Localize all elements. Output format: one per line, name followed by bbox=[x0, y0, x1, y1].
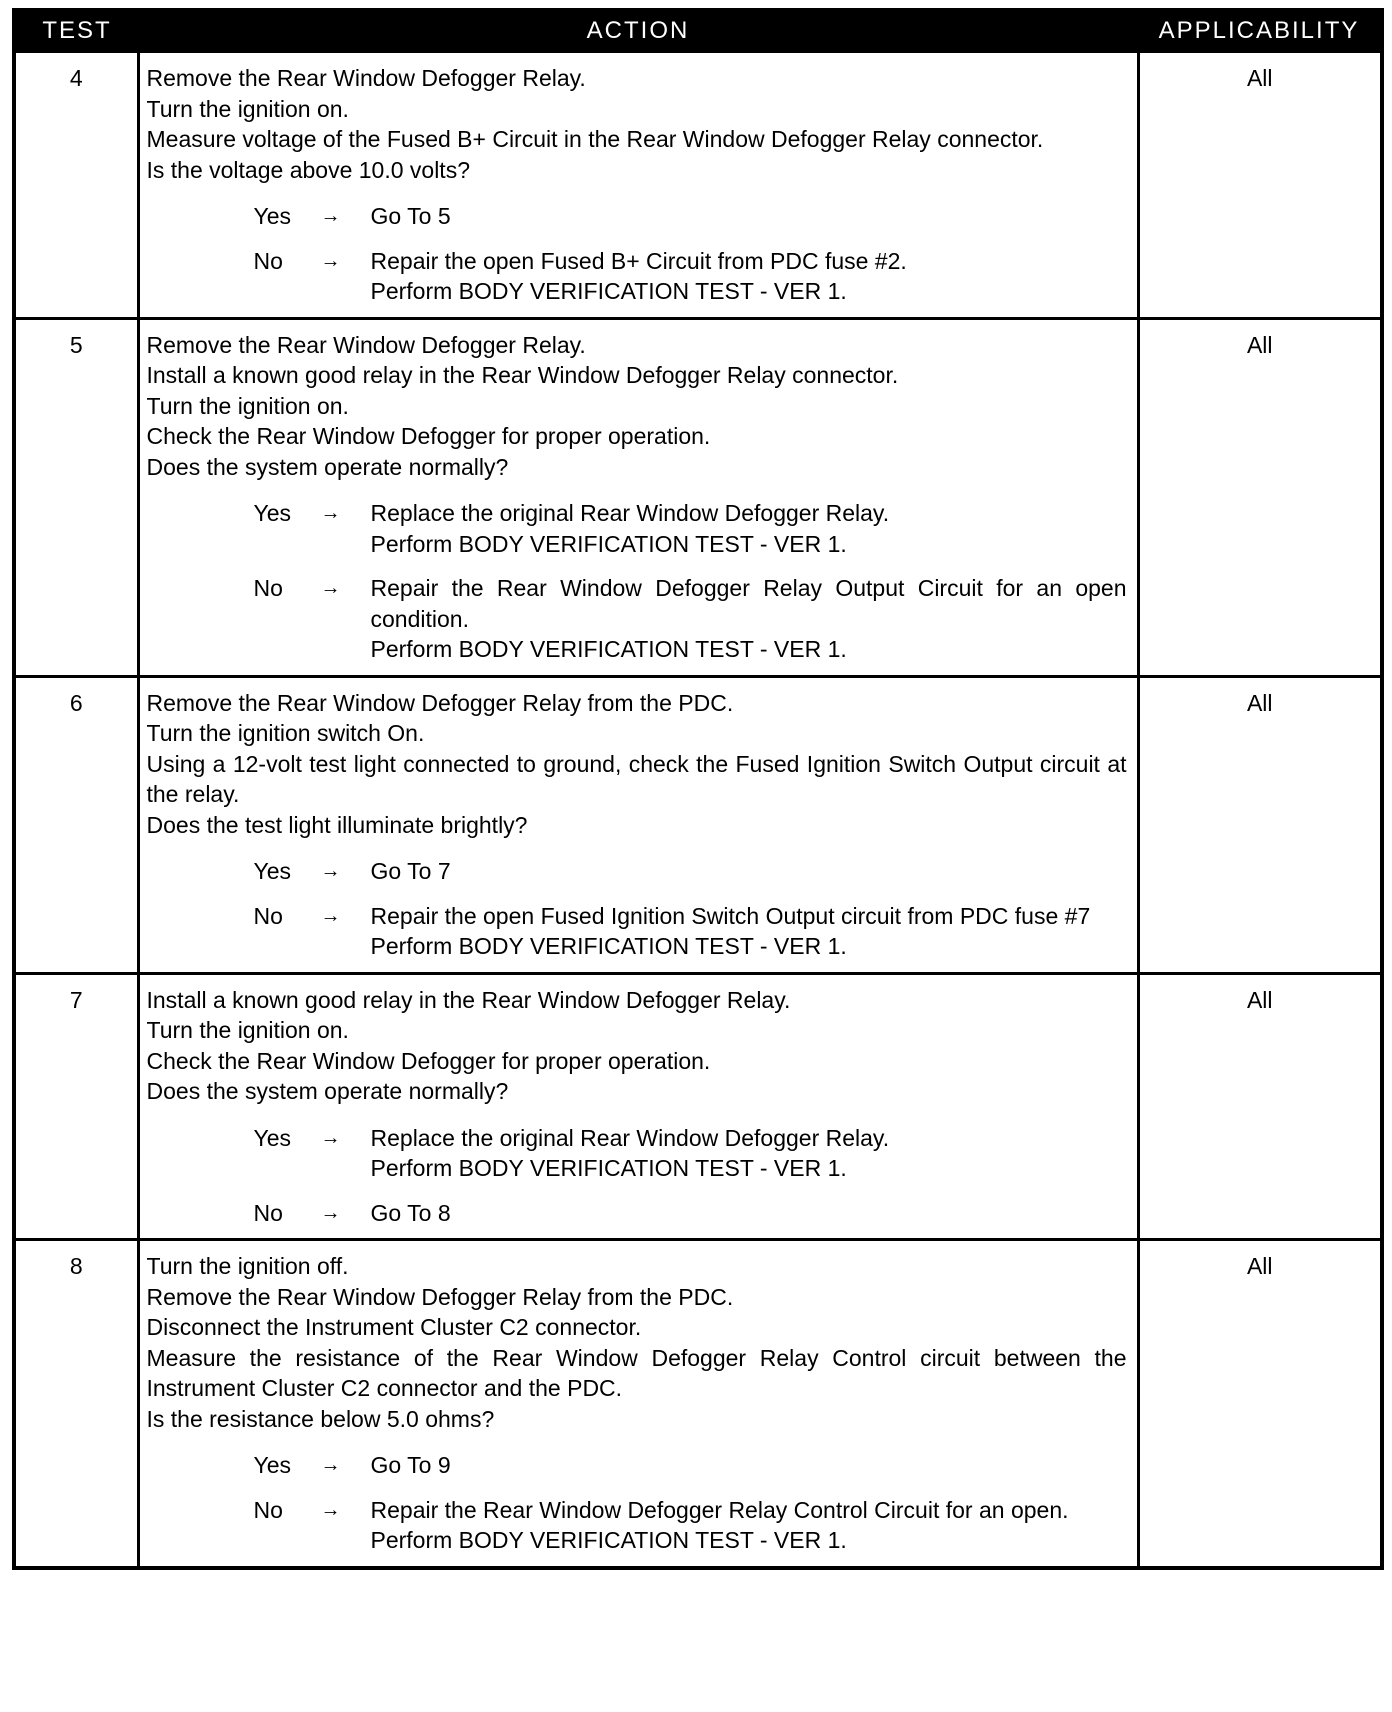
answer-no bbox=[147, 573, 1127, 665]
table-body bbox=[14, 52, 1382, 1568]
answer-yes bbox=[147, 1123, 1127, 1184]
answer-yes bbox=[147, 201, 1127, 232]
table-row bbox=[14, 52, 1382, 319]
diagnostic-test-page bbox=[12, 8, 1380, 1570]
answer-text bbox=[358, 246, 1127, 307]
action-cell bbox=[138, 676, 1138, 973]
action-step: Remove the Rear Window Defogger Relay from the PDC. bbox=[146, 1283, 734, 1310]
answer-label: No bbox=[253, 1199, 283, 1226]
applicability: All bbox=[1138, 318, 1382, 676]
applicability: All bbox=[1138, 1240, 1382, 1568]
action-step: Measure voltage of the Fused B+ Circuit in the Rear Window Defogger Relay connector. bbox=[146, 126, 1044, 152]
applicability: All bbox=[1138, 973, 1382, 1240]
answer-no bbox=[147, 1198, 1127, 1229]
answer-text bbox=[358, 856, 1127, 887]
answer-line: Perform BODY VERIFICATION TEST - VER 1. bbox=[370, 1527, 847, 1553]
answer-label: No bbox=[253, 1496, 283, 1523]
action-step: Disconnect the Instrument Cluster C2 connector. bbox=[146, 1314, 642, 1340]
action-step: Does the system operate normally? bbox=[146, 1078, 509, 1104]
action-step: Turn the ignition on. bbox=[146, 1017, 349, 1043]
action-step: Remove the Rear Window Defogger Relay from the PDC. bbox=[146, 689, 734, 716]
answer-text bbox=[358, 1450, 1127, 1481]
right-arrow-icon: → bbox=[320, 249, 341, 272]
answer-no bbox=[147, 901, 1127, 962]
applicability: All bbox=[1138, 52, 1382, 319]
answer-yes bbox=[147, 856, 1127, 887]
answer-label: No bbox=[253, 902, 283, 929]
answer-label: No bbox=[253, 247, 283, 274]
answer-label: Yes bbox=[253, 1452, 292, 1478]
action-step: Install a known good relay in the Rear Window Defogger Relay connector. bbox=[146, 362, 899, 388]
action-step: Measure the resistance of the Rear Window Defogger Relay Control circuit between the Instrument Cluster C2 connector and the PDC. bbox=[146, 1344, 1127, 1401]
answer-line: Repair the Rear Window Defogger Relay Control Circuit for an open. bbox=[370, 1496, 1069, 1523]
answer-no bbox=[147, 246, 1127, 307]
answer-text bbox=[358, 573, 1127, 665]
test-number: 7 bbox=[14, 973, 138, 1240]
action-step: Is the resistance below 5.0 ohms? bbox=[146, 1405, 495, 1432]
table-header-row bbox=[14, 10, 1382, 52]
action-cell bbox=[138, 1240, 1138, 1568]
answer-list bbox=[147, 1123, 1127, 1229]
answer-line: Replace the original Rear Window Defogger Relay. bbox=[370, 1124, 890, 1151]
answer-text bbox=[358, 201, 1127, 232]
action-step: Turn the ignition off. bbox=[146, 1253, 349, 1279]
action-step: Is the voltage above 10.0 volts? bbox=[146, 156, 470, 183]
answer-line: Repair the open Fused B+ Circuit from PDC fuse #2. bbox=[370, 247, 907, 274]
answer-text bbox=[358, 901, 1127, 962]
answer-line: Go To 9 bbox=[370, 1452, 451, 1478]
applicability: All bbox=[1138, 676, 1382, 973]
answer-label: Yes bbox=[253, 500, 292, 526]
header-test: TEST bbox=[14, 10, 138, 52]
action-step: Turn the ignition switch On. bbox=[146, 720, 425, 746]
right-arrow-icon: → bbox=[320, 1498, 341, 1521]
right-arrow-icon: → bbox=[320, 502, 341, 524]
action-step: Check the Rear Window Defogger for proper operation. bbox=[146, 1047, 711, 1074]
answer-list bbox=[147, 1450, 1127, 1556]
action-step: Turn the ignition on. bbox=[146, 95, 349, 122]
answer-line: Perform BODY VERIFICATION TEST - VER 1. bbox=[370, 278, 847, 304]
answer-line: Perform BODY VERIFICATION TEST - VER 1. bbox=[370, 530, 847, 557]
answer-line: Repair the open Fused Ignition Switch Output circuit from PDC fuse #7 bbox=[370, 902, 1091, 929]
right-arrow-icon: → bbox=[320, 860, 341, 882]
action-step: Check the Rear Window Defogger for proper operation. bbox=[146, 423, 711, 449]
answer-yes bbox=[147, 498, 1127, 559]
action-cell bbox=[138, 318, 1138, 676]
answer-line: Perform BODY VERIFICATION TEST - VER 1. bbox=[370, 933, 847, 959]
answer-line: Go To 8 bbox=[370, 1199, 451, 1226]
right-arrow-icon: → bbox=[320, 577, 341, 599]
right-arrow-icon: → bbox=[320, 904, 341, 927]
action-step: Remove the Rear Window Defogger Relay. bbox=[146, 65, 586, 91]
answer-line: Go To 7 bbox=[370, 858, 451, 884]
action-cell bbox=[138, 973, 1138, 1240]
test-number: 4 bbox=[14, 52, 138, 319]
table-row bbox=[14, 1240, 1382, 1568]
right-arrow-icon: → bbox=[320, 1201, 341, 1224]
right-arrow-icon: → bbox=[320, 1126, 341, 1149]
answer-label: Yes bbox=[253, 1124, 292, 1151]
answer-line: Go To 5 bbox=[370, 203, 451, 229]
answer-line: Perform BODY VERIFICATION TEST - VER 1. bbox=[370, 1155, 847, 1181]
test-number: 6 bbox=[14, 676, 138, 973]
answer-label: Yes bbox=[253, 858, 292, 884]
table-row bbox=[14, 973, 1382, 1240]
action-step: Using a 12-volt test light connected to ground, check the Fused Ignition Switch Output circuit at the relay. bbox=[146, 750, 1127, 807]
test-number: 5 bbox=[14, 318, 138, 676]
action-step: Does the system operate normally? bbox=[146, 453, 509, 480]
answer-text bbox=[358, 1198, 1127, 1229]
diagnostic-test-table bbox=[12, 8, 1384, 1570]
action-cell bbox=[138, 52, 1138, 319]
answer-list bbox=[147, 856, 1127, 962]
answer-line: Replace the original Rear Window Defogger Relay. bbox=[370, 500, 890, 526]
answer-line: Repair the Rear Window Defogger Relay Output Circuit for an open condition. bbox=[370, 575, 1127, 632]
action-step: Does the test light illuminate brightly? bbox=[146, 811, 528, 838]
answer-label: Yes bbox=[253, 203, 292, 229]
right-arrow-icon: → bbox=[320, 1454, 341, 1476]
answer-text bbox=[358, 498, 1127, 559]
answer-text bbox=[358, 1123, 1127, 1184]
answer-yes bbox=[147, 1450, 1127, 1481]
answer-no bbox=[147, 1495, 1127, 1556]
table-row bbox=[14, 676, 1382, 973]
header-action: ACTION bbox=[138, 10, 1138, 52]
answer-line: Perform BODY VERIFICATION TEST - VER 1. bbox=[370, 636, 847, 662]
answer-list bbox=[147, 498, 1127, 665]
answer-list bbox=[147, 201, 1127, 307]
action-step: Remove the Rear Window Defogger Relay. bbox=[146, 331, 586, 358]
table-row bbox=[14, 318, 1382, 676]
right-arrow-icon: → bbox=[320, 205, 341, 227]
answer-text bbox=[358, 1495, 1127, 1556]
action-step: Turn the ignition on. bbox=[146, 392, 349, 419]
action-step: Install a known good relay in the Rear Window Defogger Relay. bbox=[146, 986, 791, 1013]
answer-label: No bbox=[253, 575, 283, 601]
header-applicability: APPLICABILITY bbox=[1138, 10, 1382, 52]
test-number: 8 bbox=[14, 1240, 138, 1568]
